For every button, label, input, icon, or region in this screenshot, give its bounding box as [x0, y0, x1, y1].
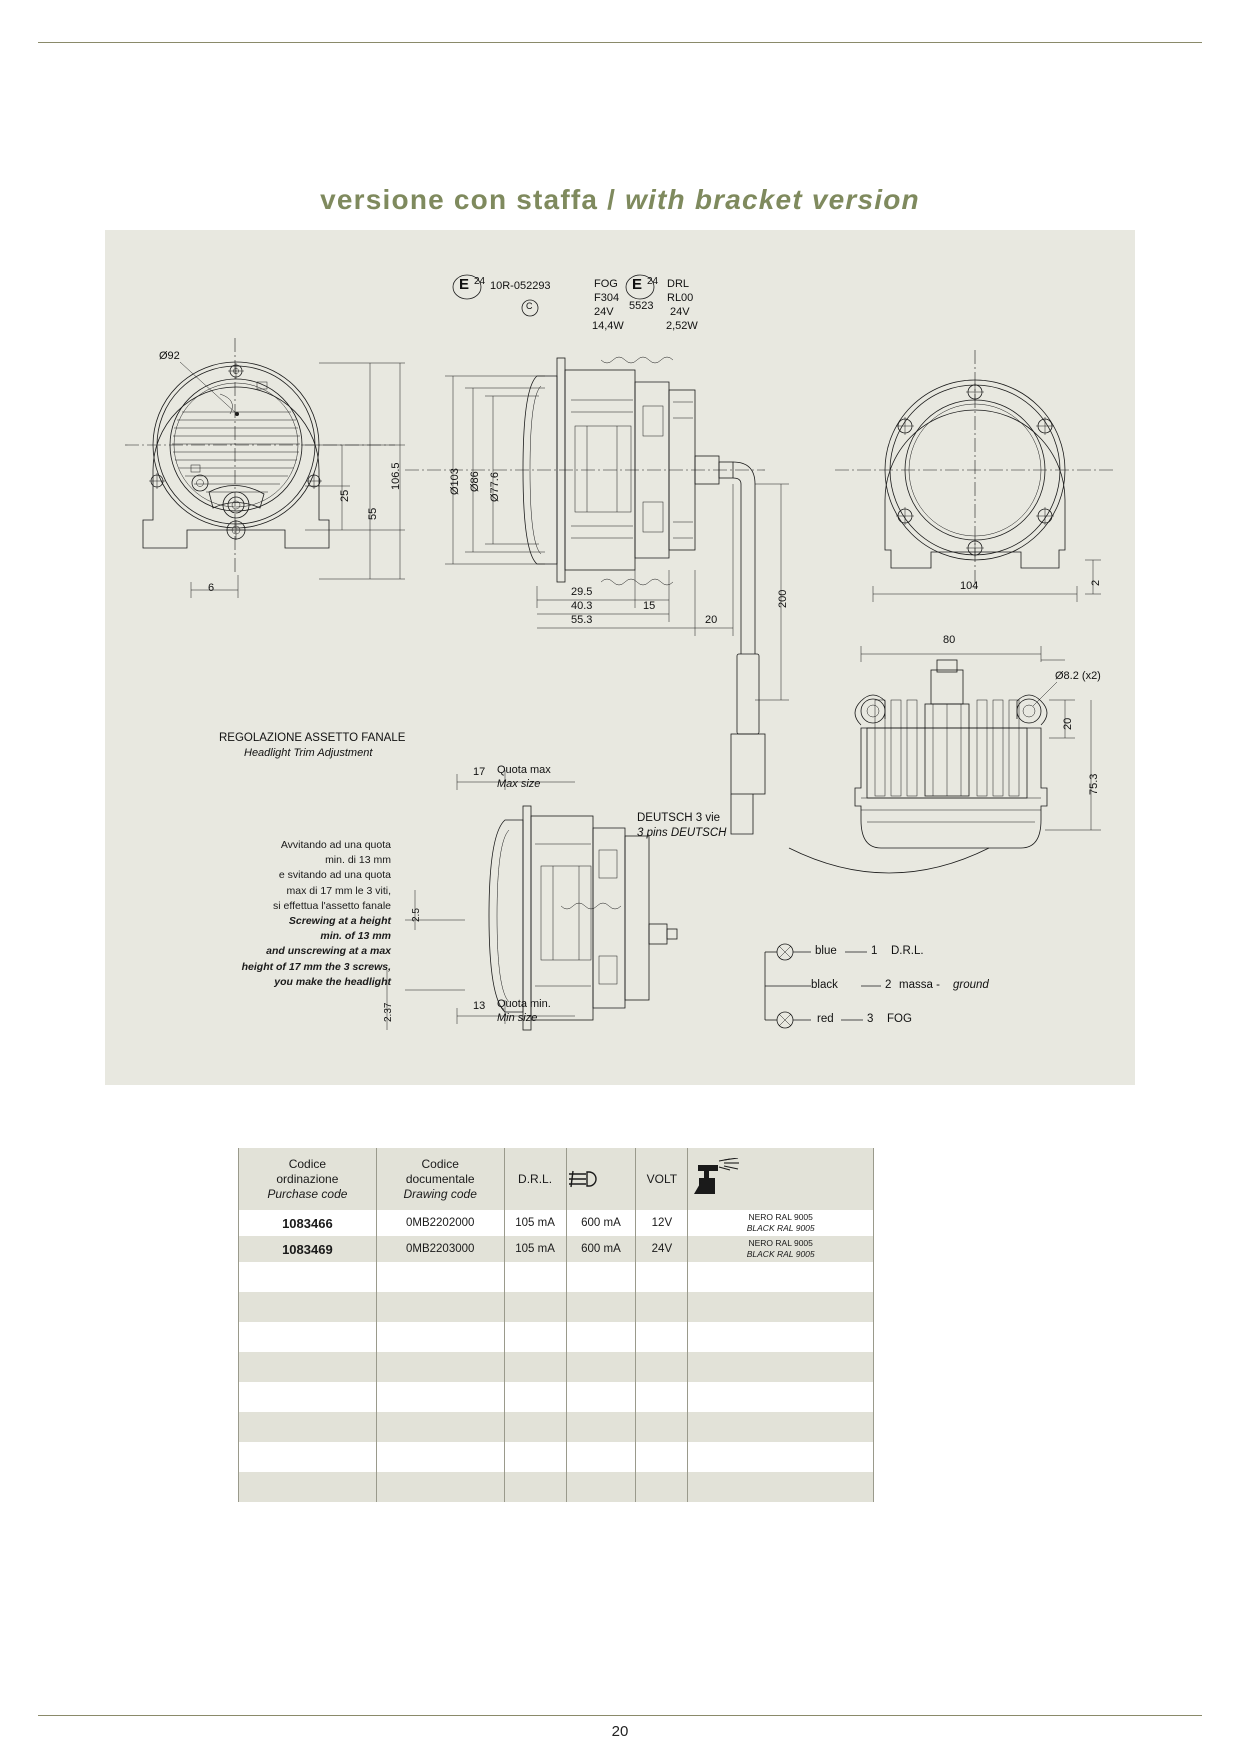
- wire-function-3: FOG: [887, 1013, 912, 1025]
- trim-note-en-line1: Screwing at a height: [288, 915, 391, 927]
- approval-number: 10R-052293: [490, 280, 551, 292]
- dim-cable-200: 200: [777, 589, 789, 608]
- fog-lamp-icon: [567, 1169, 636, 1189]
- table-row: [239, 1210, 874, 1236]
- drl-volt: 24V: [670, 306, 690, 318]
- header-purchase-it-l2: ordinazione: [276, 1171, 339, 1186]
- fog-volt: 24V: [594, 306, 614, 318]
- header-purchase-en: Purchase code: [267, 1186, 348, 1201]
- trim-note-it-line4: max di 17 mm le 3 viti,: [286, 884, 391, 897]
- header-fog: [566, 1148, 636, 1210]
- wire-function-2-en: ground: [953, 979, 989, 991]
- connector-label-it: DEUTSCH 3 vie: [637, 812, 721, 824]
- fog-power: 14,4W: [592, 320, 624, 332]
- e-mark-right-code: 5523: [629, 300, 654, 312]
- e-mark-left-letter: E: [459, 276, 470, 293]
- e-mark-right-number: 24: [647, 276, 659, 287]
- connector-label-en: 3 pins DEUTSCH: [637, 827, 727, 839]
- wire-colour-blue: blue: [815, 945, 837, 957]
- cell-fog: 600 mA: [566, 1236, 636, 1262]
- wire-function-2-it: massa -: [899, 979, 940, 991]
- trim-note-it-line2: min. di 13 mm: [325, 854, 391, 867]
- page-title: [0, 184, 1240, 216]
- header-drawing-code: [376, 1148, 504, 1210]
- table-row-empty: [239, 1352, 874, 1382]
- dim-depth-6: 6: [208, 582, 215, 594]
- wire-pin-2: 2: [885, 979, 892, 991]
- cell-fog: 600 mA: [566, 1210, 636, 1236]
- dim-20: 20: [705, 614, 718, 626]
- fog-label: FOG: [594, 278, 618, 290]
- dim-base-80: 80: [943, 634, 956, 646]
- cell-drl: 105 mA: [504, 1210, 566, 1236]
- wire-colour-black: black: [811, 979, 838, 991]
- cell-colour-it: NERO RAL 9005: [748, 1211, 813, 1222]
- c-mark: C: [526, 301, 533, 311]
- cell-volt: 24V: [636, 1236, 688, 1262]
- dim-295: 29.5: [571, 586, 593, 598]
- wire-function-1: D.R.L.: [891, 945, 924, 957]
- wire-pin-1: 1: [871, 945, 878, 957]
- fog-code: F304: [594, 292, 620, 304]
- cell-colour-en: BLACK RAL 9005: [746, 1223, 815, 1233]
- dim-height-25: 25: [339, 489, 351, 502]
- wire-pin-3: 3: [867, 1013, 874, 1025]
- dim-base-20: 20: [1062, 717, 1074, 730]
- dim-trim-237: 2.37: [383, 1002, 394, 1022]
- trim-min-it: Quota min.: [497, 998, 551, 1010]
- table-row: [239, 1236, 874, 1262]
- dim-553: 55.3: [571, 614, 593, 626]
- cell-colour: [688, 1210, 874, 1236]
- drl-code: RL00: [667, 292, 694, 304]
- trim-heading-en: Headlight Trim Adjustment: [244, 747, 373, 759]
- drl-label: DRL: [667, 278, 690, 290]
- trim-note-en-line5: you make the headlight: [274, 975, 391, 988]
- dim-rear-104: 104: [960, 580, 979, 592]
- trim-note-en-line2: min. of 13 mm: [320, 930, 391, 943]
- header-purchase-code: [239, 1148, 377, 1210]
- trim-max-en: Max size: [497, 778, 541, 790]
- table-row-empty: [239, 1292, 874, 1322]
- trim-heading-it: REGOLAZIONE ASSETTO FANALE: [219, 732, 406, 744]
- table-row-empty: [239, 1412, 874, 1442]
- cell-colour-it: NERO RAL 9005: [748, 1237, 813, 1248]
- e-mark-left-number: 24: [474, 276, 486, 287]
- dim-height-1065: 106.5: [390, 462, 402, 490]
- dim-15: 15: [643, 600, 656, 612]
- page-title-en: with bracket version: [625, 184, 920, 215]
- dim-dia-776: Ø77.6: [489, 472, 501, 502]
- page-bottom-rule: [38, 1715, 1202, 1716]
- technical-drawing-panel: [105, 230, 1135, 1085]
- table-row-empty: [239, 1442, 874, 1472]
- dim-height-55: 55: [367, 507, 379, 520]
- page-number: 20: [611, 1723, 629, 1740]
- cell-colour-en: BLACK RAL 9005: [746, 1249, 815, 1259]
- trim-note-en: [177, 914, 391, 990]
- codes-table-wrap: [238, 1148, 874, 1502]
- cell-colour: [688, 1236, 874, 1262]
- header-colour: [688, 1148, 874, 1210]
- e-mark-right-letter: E: [632, 276, 643, 293]
- cell-drl: 105 mA: [504, 1236, 566, 1262]
- spray-gun-icon-svg: [688, 1158, 740, 1200]
- dim-rear-2: 2: [1090, 579, 1102, 586]
- drl-power: 2,52W: [666, 320, 698, 332]
- cell-purchase-code: 1083466: [239, 1210, 377, 1236]
- trim-max-it: Quota max: [497, 764, 551, 776]
- cell-drawing-code: 0MB2202000: [376, 1210, 504, 1236]
- trim-note-en-line4: height of 17 mm the 3 screws,: [241, 960, 391, 973]
- cell-volt: 12V: [636, 1210, 688, 1236]
- page-title-it: versione con staffa /: [320, 184, 626, 215]
- trim-min-en: Min size: [497, 1012, 538, 1024]
- codes-table: [238, 1148, 874, 1502]
- header-drawing-en: Drawing code: [403, 1186, 477, 1201]
- spray-gun-icon: [688, 1158, 873, 1200]
- table-header-row: [239, 1148, 874, 1210]
- header-drawing-it-l2: documentale: [405, 1171, 475, 1186]
- dim-trim-25: 2.5: [411, 908, 422, 922]
- trim-note-en-line3: and unscrewing at a max: [266, 945, 391, 958]
- dim-trim-17: 17: [473, 766, 486, 778]
- header-volt: VOLT: [636, 1148, 688, 1210]
- trim-note-it-line3: e svitando ad una quota: [278, 869, 391, 882]
- dim-403: 40.3: [571, 600, 593, 612]
- header-drl: D.R.L.: [504, 1148, 566, 1210]
- trim-note-it-line1: Avvitando ad una quota: [280, 839, 391, 851]
- dim-dia-103: Ø103: [449, 468, 461, 495]
- dim-hole-82: Ø8.2 (x2): [1055, 670, 1101, 682]
- trim-note-it: [177, 838, 391, 914]
- header-drawing-it-l1: Codice: [421, 1156, 459, 1171]
- cell-drawing-code: 0MB2203000: [376, 1236, 504, 1262]
- cell-purchase-code: 1083469: [239, 1236, 377, 1262]
- trim-note-it-line5: si effettua l'assetto fanale: [273, 899, 391, 912]
- table-row-empty: [239, 1262, 874, 1292]
- page-top-rule: [38, 42, 1202, 43]
- fog-lamp-icon-svg: [567, 1169, 607, 1189]
- wire-colour-red: red: [817, 1013, 834, 1025]
- table-body: [239, 1210, 874, 1502]
- dim-dia-86: Ø86: [469, 471, 481, 492]
- header-purchase-it-l1: Codice: [288, 1156, 327, 1171]
- dim-front-diameter: Ø92: [159, 350, 180, 362]
- table-row-empty: [239, 1382, 874, 1412]
- dim-trim-13: 13: [473, 1000, 486, 1012]
- table-row-empty: [239, 1472, 874, 1502]
- dim-base-753: 75.3: [1088, 773, 1100, 795]
- table-row-empty: [239, 1322, 874, 1352]
